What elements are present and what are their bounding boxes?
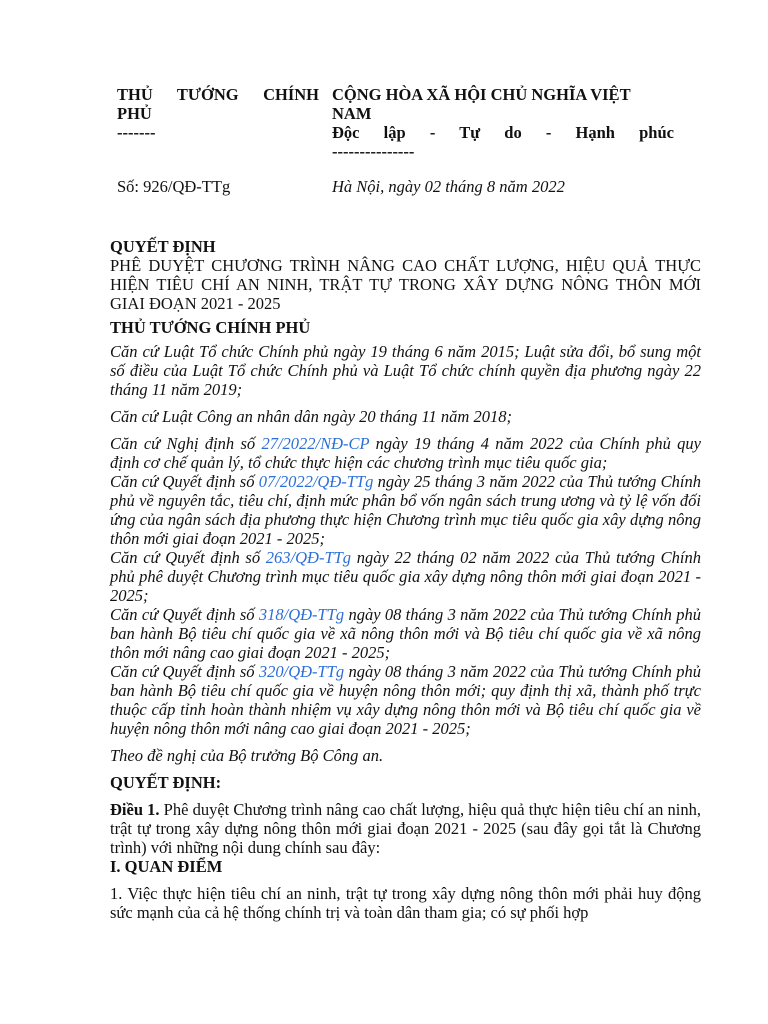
section-1-item-1: 1. Việc thực hiện tiêu chí an ninh, trật tự trong xây dựng nông thôn mới phải huy động sức mạnh của cả hệ thống chính trị và toàn dân tham gia; có sự phối hợp	[110, 884, 701, 922]
preamble-7-prefix: Căn cứ Quyết định số	[110, 662, 259, 681]
decision-heading: QUYẾT ĐỊNH:	[110, 773, 222, 792]
country-line-1: CỘNG HÒA XÃ HỘI CHỦ NGHĨA VIỆT	[332, 85, 631, 104]
issuing-authority: THỦ TƯỚNG CHÍNH PHỦ	[110, 318, 311, 337]
preamble-5-prefix: Căn cứ Quyết định số	[110, 548, 266, 567]
preamble-paragraph-5	[110, 548, 701, 605]
motto: Độc lập - Tự do - Hạnh phúc	[332, 123, 674, 142]
preamble-3-prefix: Căn cứ Nghị định số	[110, 434, 262, 453]
issuer-block	[117, 85, 319, 142]
link-decree-27-2022[interactable]: 27/2022/NĐ-CP	[261, 434, 370, 453]
document-body	[110, 237, 701, 922]
preamble-5-suffix: ngày 22 tháng 02 năm 2022 của Thủ tướng Chính phủ phê duyệt Chương trình mục tiêu quốc gia xây dựng nông thôn mới giai đoạn 2021 - 2025;	[110, 548, 701, 605]
preamble-paragraph-8: Theo đề nghị của Bộ trưởng Bộ Công an.	[110, 746, 384, 765]
preamble-paragraph-6	[110, 605, 701, 662]
preamble-paragraph-7	[110, 662, 701, 738]
preamble-paragraph-4	[110, 472, 701, 548]
preamble-paragraph-1: Căn cứ Luật Tổ chức Chính phủ ngày 19 tháng 6 năm 2015; Luật sửa đổi, bổ sung một số điều của Luật Tổ chức Chính phủ và Luật Tổ chức chính quyền địa phương ngày 22 tháng 11 năm 2019;	[110, 342, 701, 399]
link-decision-07-2022[interactable]: 07/2022/QĐ-TTg	[258, 472, 374, 491]
preamble-7-suffix: ngày 08 tháng 3 năm 2022 của Thủ tướng Chính phủ ban hành Bộ tiêu chí quốc gia về huyện nông thôn mới; quy định thị xã, thành phố trực thuộc cấp tỉnh hoàn thành nhiệm vụ xây dựng nông thôn mới và Bộ tiêu chí quốc gia về huyện nông thôn mới nâng cao giai đoạn 2021 - 2025;	[110, 662, 701, 738]
preamble-4-suffix: ngày 25 tháng 3 năm 2022 của Thủ tướng Chính phủ về nguyên tắc, tiêu chí, định mức phân bổ vốn ngân sách trung ương và tỷ lệ vốn đối ứng của ngân sách địa phương thực hiện Chương trình mục tiêu quốc gia xây dựng nông thôn mới giai đoạn 2021 - 2025;	[110, 472, 701, 548]
article-1-text: Phê duyệt Chương trình nâng cao chất lượng, hiệu quả thực hiện tiêu chí an ninh, trật tự trong xây dựng nông thôn mới giai đoạn 2021 - 2025 (sau đây gọi tắt là Chương trình) với những nội dung chính sau đây:	[110, 800, 701, 857]
preamble-3-suffix: ngày 19 tháng 4 năm 2022 của Chính phủ quy định cơ chế quản lý, tổ chức thực hiện các chương trình mục tiêu quốc gia;	[110, 434, 701, 472]
issuer-line-1: THỦ TƯỚNG CHÍNH	[117, 85, 319, 104]
issuer-separator: -------	[117, 123, 156, 142]
preamble-paragraph-2: Căn cứ Luật Công an nhân dân ngày 20 tháng 11 năm 2018;	[110, 407, 512, 426]
place-date: Hà Nội, ngày 02 tháng 8 năm 2022	[332, 177, 565, 196]
link-decision-318[interactable]: 318/QĐ-TTg	[258, 605, 345, 624]
preamble-4-prefix: Căn cứ Quyết định số	[110, 472, 259, 491]
link-decision-263[interactable]: 263/QĐ-TTg	[265, 548, 352, 567]
article-1-label: Điều 1.	[110, 800, 160, 819]
document-number: Số: 926/QĐ-TTg	[117, 177, 231, 196]
issuer-line-2: PHỦ	[117, 104, 152, 123]
preamble-6-prefix: Căn cứ Quyết định số	[110, 605, 259, 624]
link-decision-320[interactable]: 320/QĐ-TTg	[258, 662, 345, 681]
document-subtitle: PHÊ DUYỆT CHƯƠNG TRÌNH NÂNG CAO CHẤT LƯỢNG, HIỆU QUẢ THỰC HIỆN TIÊU CHÍ AN NINH, TRẬT TỰ TRONG XÂY DỰNG NÔNG THÔN MỚI GIAI ĐOẠN 2021 - 2025	[110, 256, 701, 313]
section-1-heading: I. QUAN ĐIỂM	[110, 857, 223, 876]
country-block	[332, 85, 674, 161]
article-1	[110, 800, 701, 857]
country-line-2: NAM	[332, 104, 372, 123]
preamble-paragraph-3	[110, 434, 701, 472]
preamble-6-suffix: ngày 08 tháng 3 năm 2022 của Thủ tướng Chính phủ ban hành Bộ tiêu chí quốc gia về xã nông thôn mới và Bộ tiêu chí quốc gia về xã nông thôn mới nâng cao giai đoạn 2021 - 2025;	[110, 605, 701, 662]
document-title: QUYẾT ĐỊNH	[110, 237, 216, 256]
motto-separator: ---------------	[332, 142, 415, 161]
